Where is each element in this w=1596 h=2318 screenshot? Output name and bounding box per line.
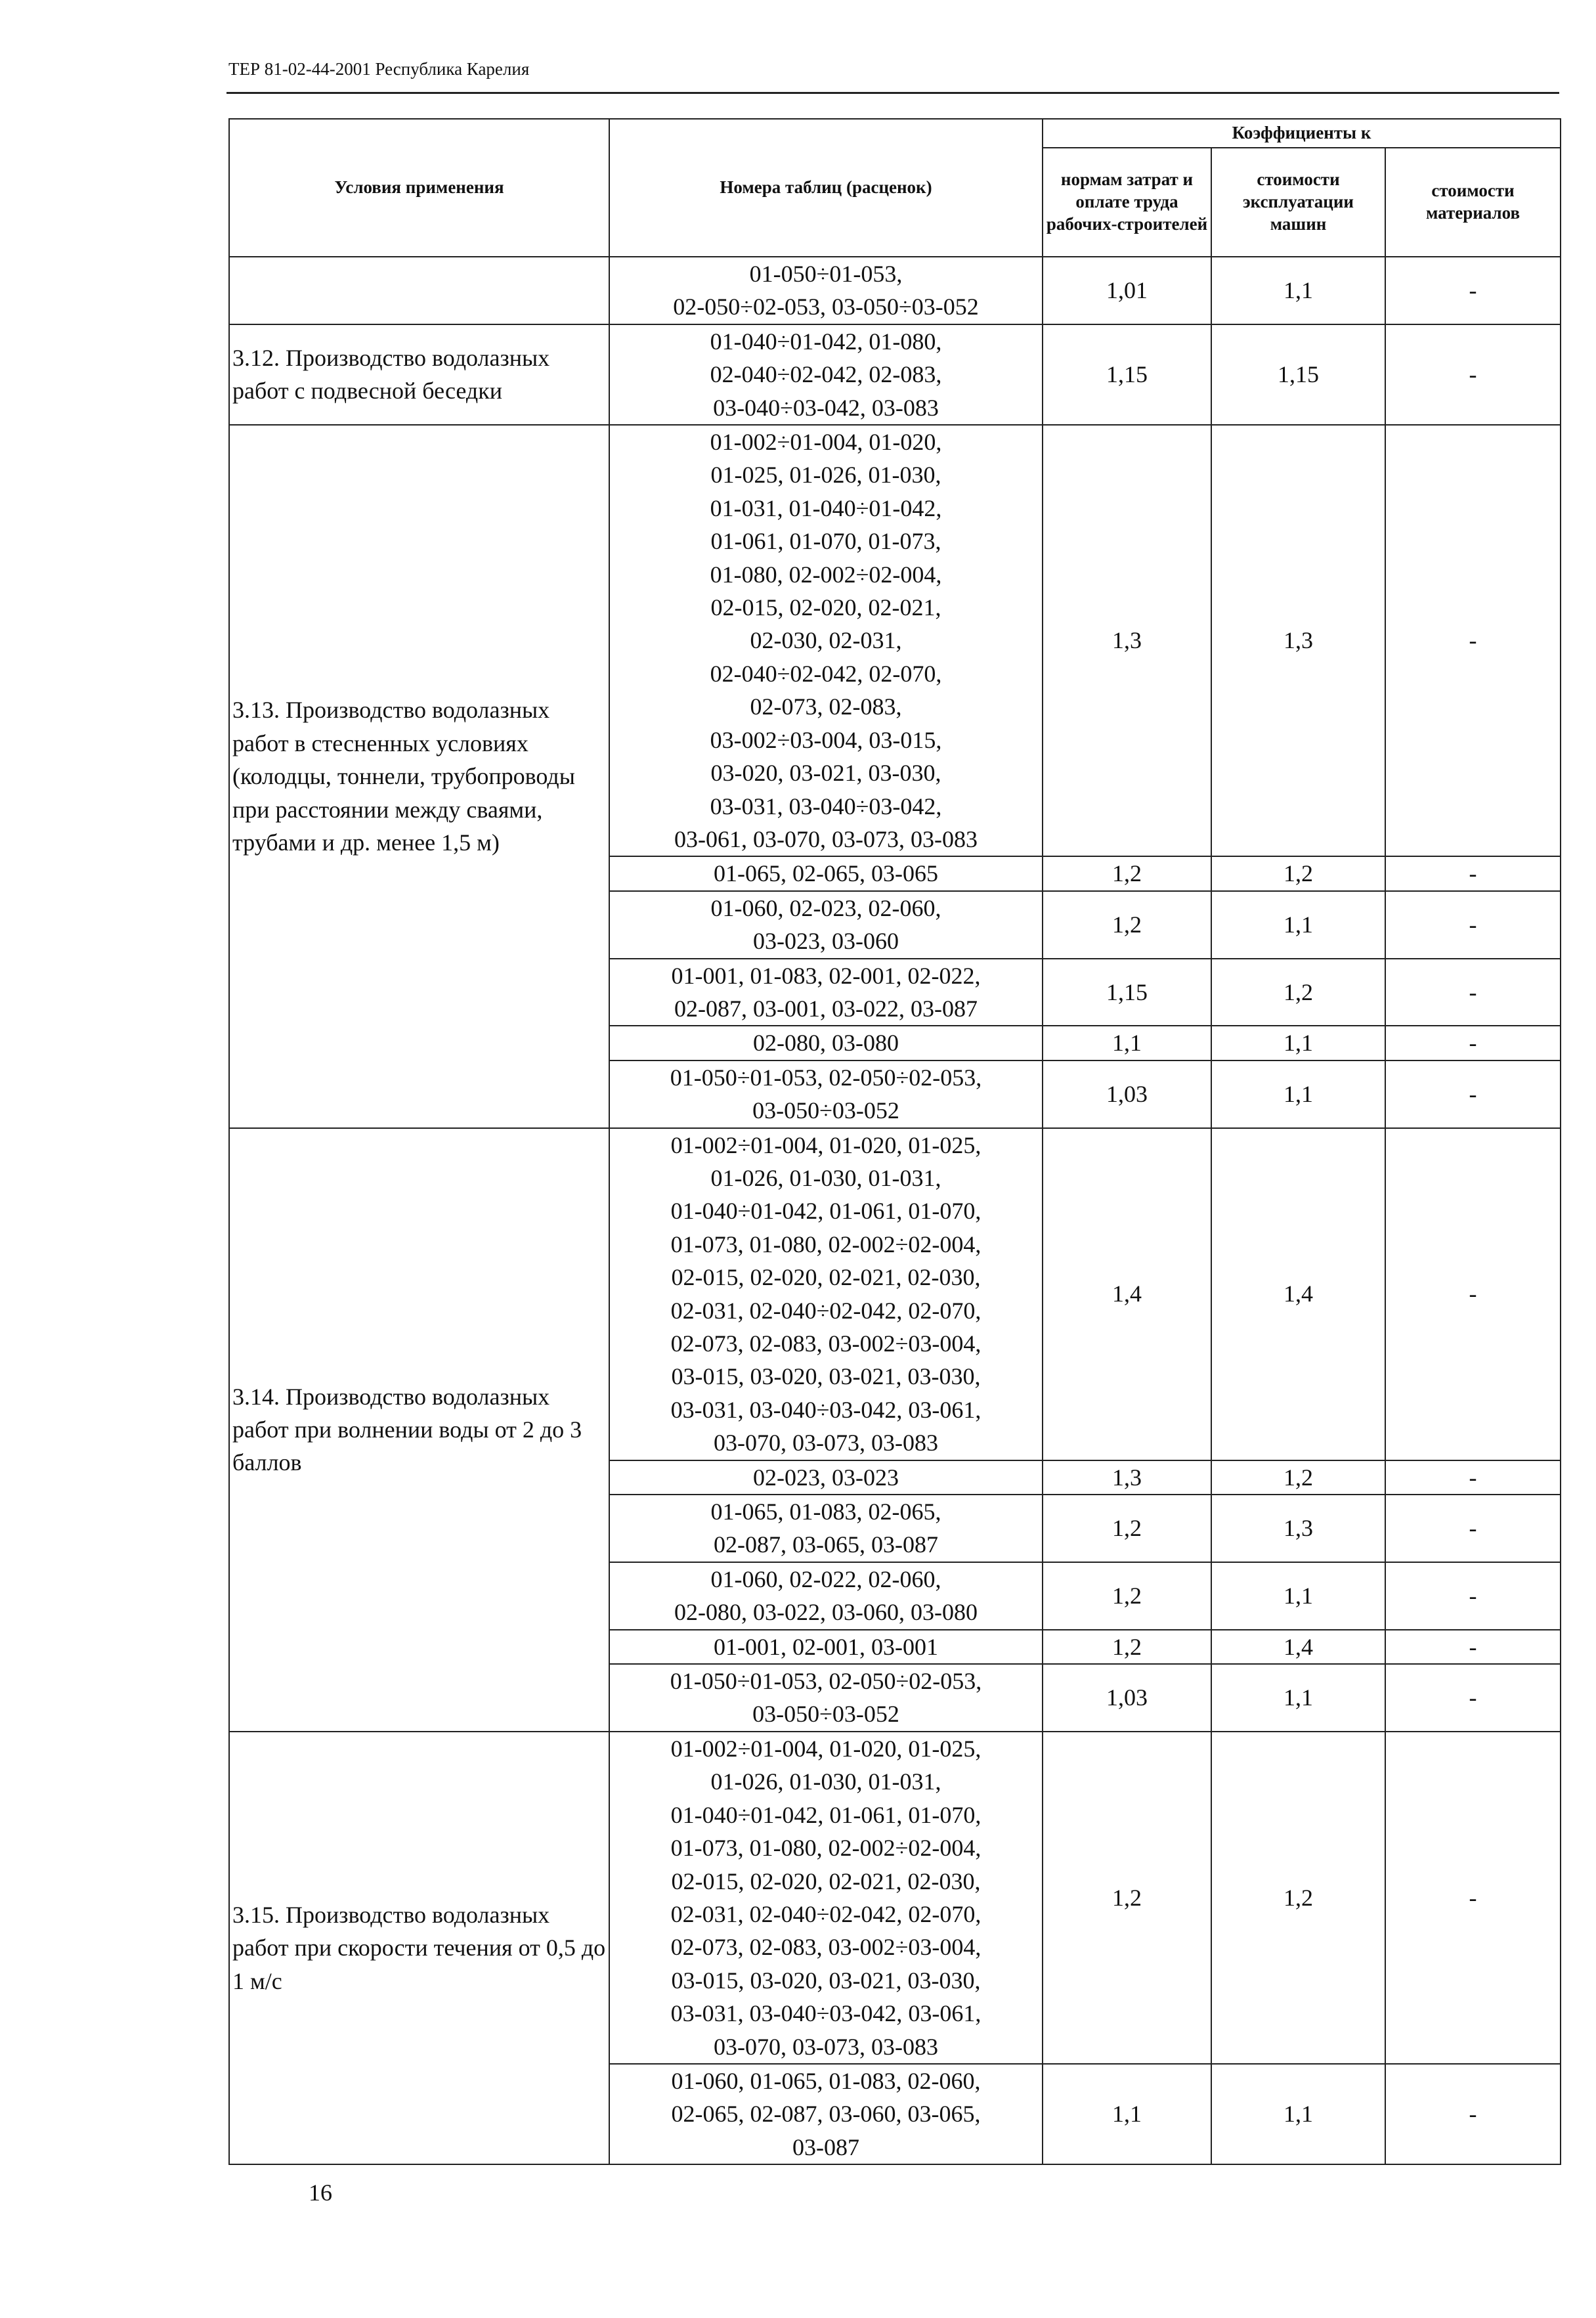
materials-coefficient-cell: - — [1385, 1732, 1561, 2064]
machines-coefficient-cell: 1,2 — [1211, 856, 1385, 890]
table-range-line: 02-087, 03-065, 03-087 — [714, 1531, 938, 1558]
labor-coefficient-cell: 1,01 — [1043, 257, 1211, 324]
labor-coefficient-cell: 1,03 — [1043, 1664, 1211, 1732]
tables-cell — [609, 425, 1043, 856]
tables-cell — [609, 1562, 1043, 1630]
tables-cell — [609, 1495, 1043, 1562]
machines-coefficient-cell: 1,1 — [1211, 2064, 1385, 2164]
table-range-line: 02-065, 02-087, 03-060, 03-065, — [671, 2101, 981, 2128]
coefficients-table-container — [228, 118, 1560, 2165]
machines-coefficient-cell: 1,3 — [1211, 425, 1385, 856]
labor-coefficient-cell: 1,2 — [1043, 1630, 1211, 1664]
machines-coefficient-cell: 1,1 — [1211, 1061, 1385, 1128]
table-range-line: 02-040÷02-042, 02-070, — [710, 660, 942, 687]
tables-cell — [609, 891, 1043, 959]
labor-coefficient-cell: 1,3 — [1043, 425, 1211, 856]
table-range-line: 02-040÷02-042, 02-083, — [710, 361, 942, 388]
condition-cell: 3.15. Производство водолазных работ при скорости течения от 0,5 до 1 м/с — [229, 1732, 609, 2164]
tables-cell — [609, 959, 1043, 1026]
labor-coefficient-cell: 1,2 — [1043, 1495, 1211, 1562]
condition-cell: 3.13. Производство водолазных работ в стесненных условиях (колодцы, тоннели, трубопроводы при расстоянии между сваями, трубами и др. менее 1,5 м) — [229, 425, 609, 1128]
table-body — [229, 257, 1561, 2164]
table-range-line: 01-050÷01-053, 02-050÷02-053, — [670, 1064, 982, 1091]
page-number: 16 — [309, 2179, 332, 2206]
materials-coefficient-cell: - — [1385, 1026, 1561, 1060]
machines-coefficient-cell: 1,15 — [1211, 324, 1385, 425]
running-header: ТЕР 81-02-44-2001 Республика Карелия — [228, 59, 530, 79]
table-range-line: 01-080, 02-002÷02-004, — [710, 561, 942, 588]
table-range-line: 01-050÷01-053, — [749, 261, 903, 287]
table-range-line: 02-023, 03-023 — [753, 1464, 899, 1491]
materials-coefficient-cell: - — [1385, 1562, 1561, 1630]
tables-cell — [609, 1630, 1043, 1664]
tables-cell — [609, 856, 1043, 890]
table-range-line: 02-073, 02-083, 03-002÷03-004, — [670, 1934, 981, 1961]
labor-coefficient-cell: 1,4 — [1043, 1128, 1211, 1460]
tables-cell — [609, 1664, 1043, 1732]
machines-coefficient-cell: 1,1 — [1211, 1026, 1385, 1060]
table-range-line: 03-070, 03-073, 03-083 — [714, 2033, 938, 2060]
machines-coefficient-cell: 1,3 — [1211, 1495, 1385, 1562]
coefficients-table — [228, 118, 1561, 2165]
table-range-line: 01-040÷01-042, 01-080, — [710, 328, 942, 355]
machines-coefficient-cell: 1,4 — [1211, 1630, 1385, 1664]
materials-coefficient-cell: - — [1385, 257, 1561, 324]
table-row — [229, 1732, 1561, 2064]
table-range-line: 03-015, 03-020, 03-021, 03-030, — [671, 1363, 981, 1390]
materials-coefficient-cell: - — [1385, 1495, 1561, 1562]
machines-coefficient-cell: 1,1 — [1211, 1562, 1385, 1630]
materials-coefficient-cell: - — [1385, 1630, 1561, 1664]
tables-cell — [609, 1128, 1043, 1460]
materials-coefficient-cell: - — [1385, 2064, 1561, 2164]
labor-coefficient-cell: 1,15 — [1043, 959, 1211, 1026]
labor-coefficient-cell: 1,03 — [1043, 1061, 1211, 1128]
table-range-line: 01-040÷01-042, 01-061, 01-070, — [670, 1198, 981, 1225]
table-range-line: 01-073, 01-080, 02-002÷02-004, — [670, 1231, 981, 1257]
tables-cell — [609, 1732, 1043, 2064]
column-header-materials: стоимости материалов — [1385, 148, 1561, 257]
machines-coefficient-cell: 1,1 — [1211, 1664, 1385, 1732]
table-range-line: 01-040÷01-042, 01-061, 01-070, — [670, 1801, 981, 1828]
column-header-conditions: Условия применения — [229, 119, 609, 257]
table-range-line: 01-026, 01-030, 01-031, — [710, 1768, 941, 1795]
machines-coefficient-cell: 1,1 — [1211, 257, 1385, 324]
materials-coefficient-cell: - — [1385, 425, 1561, 856]
table-range-line: 01-002÷01-004, 01-020, 01-025, — [670, 1735, 981, 1762]
machines-coefficient-cell: 1,2 — [1211, 1460, 1385, 1495]
labor-coefficient-cell: 1,1 — [1043, 1026, 1211, 1060]
table-range-line: 01-002÷01-004, 01-020, 01-025, — [670, 1131, 981, 1158]
table-range-line: 03-002÷03-004, 03-015, — [710, 726, 942, 753]
materials-coefficient-cell: - — [1385, 1664, 1561, 1732]
labor-coefficient-cell: 1,3 — [1043, 1460, 1211, 1495]
tables-cell — [609, 2064, 1043, 2164]
table-range-line: 03-087 — [792, 2133, 859, 2160]
condition-cell: 3.14. Производство водолазных работ при волнении воды от 2 до 3 баллов — [229, 1128, 609, 1732]
tables-cell — [609, 324, 1043, 425]
materials-coefficient-cell: - — [1385, 1460, 1561, 1495]
table-range-line: 01-060, 02-022, 02-060, — [710, 1565, 941, 1592]
machines-coefficient-cell: 1,1 — [1211, 891, 1385, 959]
table-range-line: 01-031, 01-040÷01-042, — [710, 494, 942, 521]
table-range-line: 01-061, 01-070, 01-073, — [710, 528, 941, 555]
table-range-line: 02-087, 03-001, 03-022, 03-087 — [674, 995, 978, 1022]
table-range-line: 01-050÷01-053, 02-050÷02-053, — [670, 1668, 982, 1695]
labor-coefficient-cell: 1,1 — [1043, 2064, 1211, 2164]
table-range-line: 02-031, 02-040÷02-042, 02-070, — [670, 1297, 981, 1324]
labor-coefficient-cell: 1,2 — [1043, 1732, 1211, 2064]
labor-coefficient-cell: 1,2 — [1043, 891, 1211, 959]
table-range-line: 03-050÷03-052 — [752, 1097, 899, 1124]
table-range-line: 01-001, 01-083, 02-001, 02-022, — [671, 962, 981, 989]
table-range-line: 01-026, 01-030, 01-031, — [710, 1164, 941, 1191]
materials-coefficient-cell: - — [1385, 891, 1561, 959]
table-range-line: 03-020, 03-021, 03-030, — [710, 760, 941, 787]
labor-coefficient-cell: 1,2 — [1043, 856, 1211, 890]
table-range-line: 02-050÷02-053, 03-050÷03-052 — [673, 294, 979, 320]
table-range-line: 02-080, 03-022, 03-060, 03-080 — [674, 1599, 978, 1626]
tables-cell — [609, 1026, 1043, 1060]
materials-coefficient-cell: - — [1385, 1128, 1561, 1460]
table-row — [229, 1128, 1561, 1460]
table-range-line: 03-061, 03-070, 03-073, 03-083 — [674, 825, 978, 852]
table-range-line: 03-031, 03-040÷03-042, 03-061, — [670, 1396, 981, 1423]
table-range-line: 02-015, 02-020, 02-021, — [710, 594, 941, 621]
machines-coefficient-cell: 1,2 — [1211, 1732, 1385, 2064]
table-range-line: 03-070, 03-073, 03-083 — [714, 1430, 938, 1456]
table-range-line: 03-023, 03-060 — [753, 928, 899, 955]
labor-coefficient-cell: 1,2 — [1043, 1562, 1211, 1630]
materials-coefficient-cell: - — [1385, 324, 1561, 425]
table-range-line: 01-065, 01-083, 02-065, — [710, 1498, 941, 1525]
table-range-line: 02-015, 02-020, 02-021, 02-030, — [671, 1868, 981, 1894]
machines-coefficient-cell: 1,4 — [1211, 1128, 1385, 1460]
column-header-tables: Номера таблиц (расценок) — [609, 119, 1043, 257]
table-range-line: 03-040÷03-042, 03-083 — [713, 394, 939, 421]
column-header-coefficients-group: Коэффициенты к — [1043, 119, 1561, 148]
table-range-line: 01-001, 02-001, 03-001 — [714, 1633, 938, 1660]
table-range-line: 02-080, 03-080 — [753, 1030, 899, 1057]
materials-coefficient-cell: - — [1385, 959, 1561, 1026]
header-rule — [226, 92, 1559, 94]
table-range-line: 02-015, 02-020, 02-021, 02-030, — [671, 1264, 981, 1291]
table-range-line: 02-030, 02-031, — [750, 627, 902, 654]
table-range-line: 03-031, 03-040÷03-042, 03-061, — [670, 2000, 981, 2027]
machines-coefficient-cell: 1,2 — [1211, 959, 1385, 1026]
table-head — [229, 119, 1561, 257]
table-range-line: 02-073, 02-083, 03-002÷03-004, — [670, 1330, 981, 1357]
tables-cell — [609, 1460, 1043, 1495]
table-range-line: 01-060, 02-023, 02-060, — [710, 894, 941, 921]
table-range-line: 02-073, 02-083, — [750, 693, 902, 720]
table-row — [229, 324, 1561, 425]
table-row — [229, 257, 1561, 324]
table-range-line: 03-031, 03-040÷03-042, — [710, 793, 942, 820]
materials-coefficient-cell: - — [1385, 1061, 1561, 1128]
table-range-line: 02-031, 02-040÷02-042, 02-070, — [670, 1900, 981, 1927]
table-range-line: 01-025, 01-026, 01-030, — [710, 462, 941, 489]
table-range-line: 01-060, 01-065, 01-083, 02-060, — [671, 2067, 981, 2094]
condition-cell: 3.12. Производство водолазных работ с подвесной беседки — [229, 324, 609, 425]
tables-cell — [609, 257, 1043, 324]
table-range-line: 01-002÷01-004, 01-020, — [710, 429, 942, 456]
tables-cell — [609, 1061, 1043, 1128]
column-header-machines: стоимости эксплуатации машин — [1211, 148, 1385, 257]
table-range-line: 01-073, 01-080, 02-002÷02-004, — [670, 1835, 981, 1862]
materials-coefficient-cell: - — [1385, 856, 1561, 890]
table-row — [229, 425, 1561, 856]
labor-coefficient-cell: 1,15 — [1043, 324, 1211, 425]
column-header-labor: нормам затрат и оплате труда рабочих-строителей — [1043, 148, 1211, 257]
table-range-line: 01-065, 02-065, 03-065 — [714, 860, 938, 887]
table-range-line: 03-050÷03-052 — [752, 1701, 899, 1728]
condition-cell — [229, 257, 609, 324]
table-range-line: 03-015, 03-020, 03-021, 03-030, — [671, 1967, 981, 1994]
